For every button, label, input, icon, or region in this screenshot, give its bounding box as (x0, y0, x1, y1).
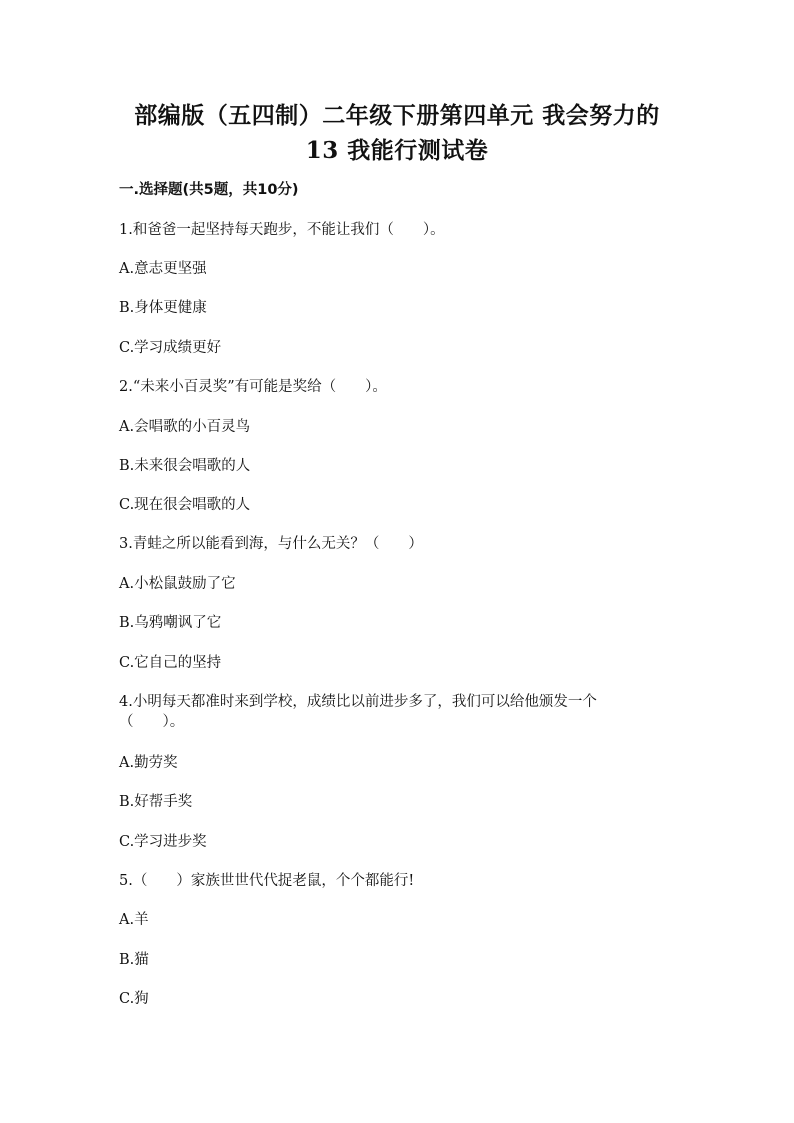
question-5-option-a: A.羊 (119, 912, 149, 928)
question-3-option-c: C.它自己的坚持 (119, 655, 222, 671)
question-5-stem: 5.（ ）家族世世代代捉老鼠，个个都能行! (119, 873, 415, 889)
question-2-option-a: A.会唱歌的小百灵鸟 (119, 419, 251, 435)
question-3-option-a: A.小松鼠鼓励了它 (119, 576, 236, 592)
question-3-option-b: B.乌鸦嘲讽了它 (119, 615, 222, 631)
document-title-line2: 13 我能行测试卷 (305, 137, 489, 164)
question-1-option-a: A.意志更坚强 (119, 261, 207, 277)
question-1-option-c: C.学习成绩更好 (119, 340, 222, 356)
question-4-stem-continuation: （ ）。 (119, 714, 185, 730)
question-4-option-c: C.学习进步奖 (119, 834, 207, 850)
section-heading: 一.选择题(共5题，共10分) (119, 182, 299, 198)
question-5-option-c: C.狗 (119, 991, 149, 1007)
question-4-stem: 4.小明每天都准时来到学校，成绩比以前进步多了，我们可以给他颁发一个 (119, 694, 597, 710)
question-1-stem: 1.和爸爸一起坚持每天跑步，不能让我们（ ）。 (119, 222, 445, 238)
question-5-option-b: B.猫 (119, 952, 149, 968)
question-2-stem: 2.“未来小百灵奖”有可能是奖给（ ）。 (119, 379, 387, 395)
question-2-option-b: B.未来很会唱歌的人 (119, 458, 251, 474)
question-1-option-b: B.身体更健康 (119, 300, 207, 316)
document-title-line1: 部编版（五四制）二年级下册第四单元 我会努力的 (134, 102, 660, 129)
question-4-option-b: B.好帮手奖 (119, 794, 193, 810)
question-2-option-c: C.现在很会唱歌的人 (119, 497, 251, 513)
question-3-stem: 3.青蛙之所以能看到海，与什么无关？（ ） (119, 536, 423, 552)
question-4-option-a: A.勤劳奖 (119, 755, 178, 771)
